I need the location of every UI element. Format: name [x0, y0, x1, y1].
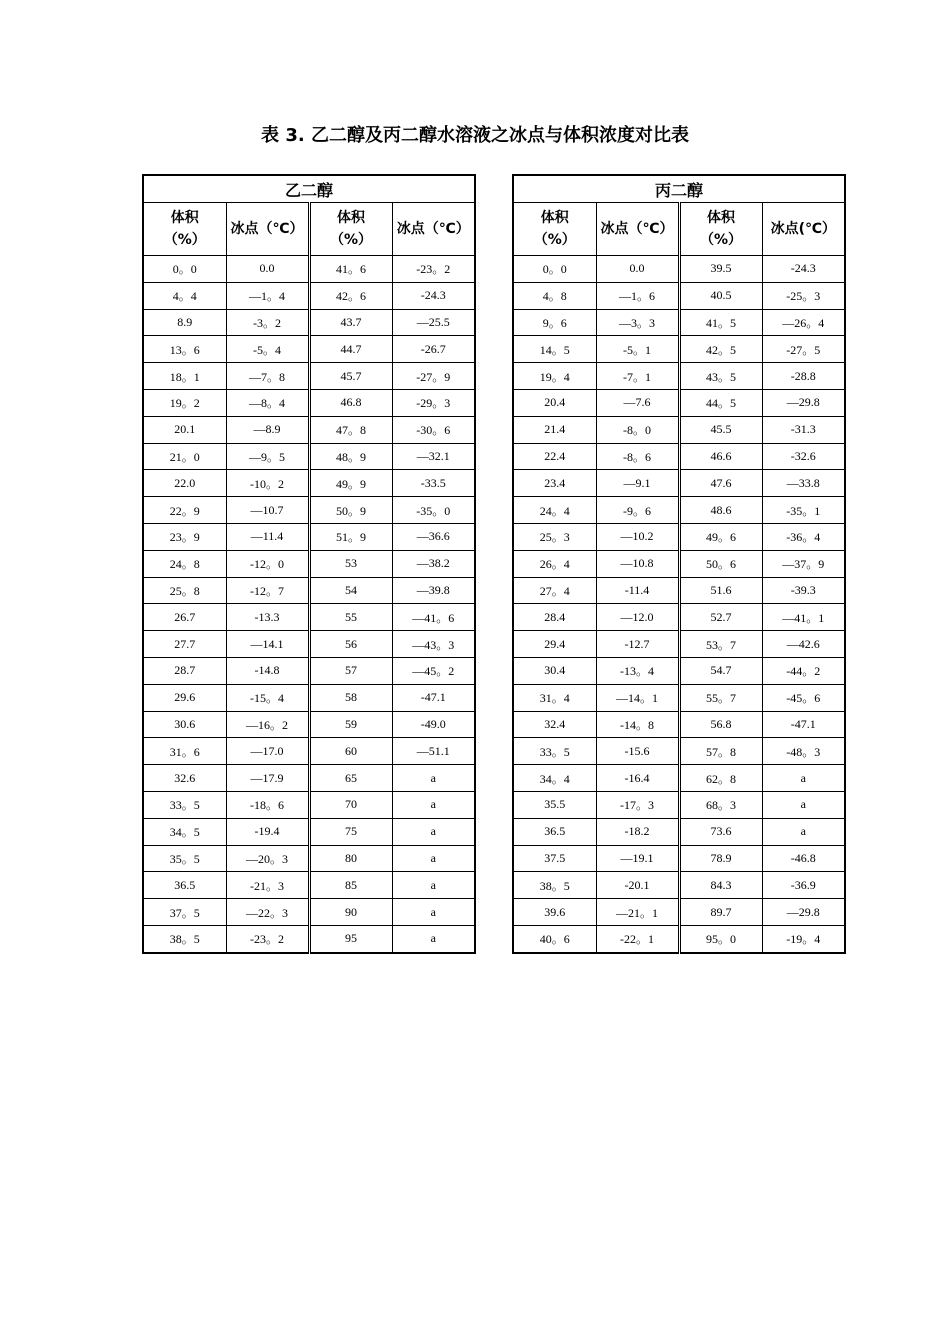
- volume-cell: 50。9: [309, 497, 392, 524]
- volume-cell: 33。5: [513, 738, 596, 765]
- freezing-point-cell: -18.2: [596, 818, 679, 845]
- volume-cell: 54: [309, 577, 392, 604]
- volume-cell: 57。8: [679, 738, 762, 765]
- table-row: [513, 282, 845, 309]
- freezing-point-cell: -29。3: [392, 389, 475, 416]
- freezing-point-cell: —43。3: [392, 631, 475, 658]
- column-header-freezing-point: 冰点(℃）: [762, 203, 845, 256]
- volume-cell: 56: [309, 631, 392, 658]
- freezing-point-cell: —14.1: [226, 631, 309, 658]
- table-row: [513, 470, 845, 497]
- volume-cell: 22。9: [143, 497, 226, 524]
- freezing-point-cell: —12.0: [596, 604, 679, 631]
- volume-cell: 95: [309, 925, 392, 952]
- volume-cell: 73.6: [679, 818, 762, 845]
- freezing-point-cell: a: [392, 925, 475, 952]
- table-row: [143, 738, 475, 765]
- table-row: [143, 523, 475, 550]
- freezing-point-cell: -23。2: [226, 925, 309, 952]
- volume-cell: 43.7: [309, 309, 392, 336]
- volume-cell: 58: [309, 684, 392, 711]
- volume-cell: 28.4: [513, 604, 596, 631]
- freezing-point-cell: a: [392, 845, 475, 872]
- freezing-point-cell: —29.8: [762, 389, 845, 416]
- table-group-title: 乙二醇: [143, 175, 475, 203]
- freezing-point-cell: —19.1: [596, 845, 679, 872]
- table-row: [513, 765, 845, 792]
- freezing-point-cell: —42.6: [762, 631, 845, 658]
- volume-cell: 41。5: [679, 309, 762, 336]
- freezing-point-cell: -30。6: [392, 416, 475, 443]
- volume-cell: 22.4: [513, 443, 596, 470]
- table-row: [513, 604, 845, 631]
- freezing-point-cell: —10.7: [226, 497, 309, 524]
- freezing-point-cell: —10.2: [596, 523, 679, 550]
- volume-cell: 60: [309, 738, 392, 765]
- volume-cell: 31。4: [513, 684, 596, 711]
- table-row: [143, 925, 475, 952]
- table-row: [513, 899, 845, 926]
- volume-cell: 35.5: [513, 791, 596, 818]
- volume-cell: 84.3: [679, 872, 762, 899]
- volume-cell: 51.6: [679, 577, 762, 604]
- table-row: [513, 845, 845, 872]
- volume-cell: 33。5: [143, 791, 226, 818]
- freezing-point-cell: a: [392, 818, 475, 845]
- table-row: [513, 416, 845, 443]
- freezing-point-cell: -28.8: [762, 363, 845, 390]
- freezing-point-cell: —41。6: [392, 604, 475, 631]
- volume-cell: 8.9: [143, 309, 226, 336]
- table-row: [143, 791, 475, 818]
- column-header-volume: 体积 （%）: [309, 203, 392, 256]
- volume-cell: 53。7: [679, 631, 762, 658]
- table-row: [143, 711, 475, 738]
- volume-cell: 18。1: [143, 363, 226, 390]
- volume-cell: 68。3: [679, 791, 762, 818]
- volume-cell: 36.5: [513, 818, 596, 845]
- volume-cell: 27。4: [513, 577, 596, 604]
- volume-cell: 21。0: [143, 443, 226, 470]
- freezing-point-cell: -8。0: [596, 416, 679, 443]
- volume-cell: 9。6: [513, 309, 596, 336]
- volume-cell: 26.7: [143, 604, 226, 631]
- freezing-point-cell: -10。2: [226, 470, 309, 497]
- freezing-point-cell: —21。1: [596, 899, 679, 926]
- table-row: [143, 389, 475, 416]
- volume-cell: 65: [309, 765, 392, 792]
- table-row: [143, 470, 475, 497]
- table-row: [143, 765, 475, 792]
- table-row: [143, 363, 475, 390]
- volume-cell: 25。8: [143, 577, 226, 604]
- freezing-point-cell: —22。3: [226, 899, 309, 926]
- freezing-point-cell: -44。2: [762, 657, 845, 684]
- volume-cell: 59: [309, 711, 392, 738]
- volume-cell: 90: [309, 899, 392, 926]
- column-header-volume: 体积 （%）: [513, 203, 596, 256]
- freezing-point-cell: —51.1: [392, 738, 475, 765]
- table-row: [513, 818, 845, 845]
- freezing-point-cell: a: [762, 765, 845, 792]
- volume-cell: 38。5: [513, 872, 596, 899]
- table-row: [513, 256, 845, 283]
- freezing-point-cell: 0.0: [596, 256, 679, 283]
- freezing-point-cell: -15.6: [596, 738, 679, 765]
- volume-cell: 23.4: [513, 470, 596, 497]
- volume-cell: 35。5: [143, 845, 226, 872]
- volume-cell: 39.5: [679, 256, 762, 283]
- freezing-point-cell: -18。6: [226, 791, 309, 818]
- freezing-point-cell: -3。2: [226, 309, 309, 336]
- table-row: [143, 282, 475, 309]
- table-row: [143, 872, 475, 899]
- table-row: [513, 684, 845, 711]
- table-row: [513, 791, 845, 818]
- volume-cell: 29.4: [513, 631, 596, 658]
- freezing-point-cell: -47.1: [392, 684, 475, 711]
- table-row: [143, 631, 475, 658]
- volume-cell: 53: [309, 550, 392, 577]
- freezing-point-cell: -19.4: [226, 818, 309, 845]
- volume-cell: 21.4: [513, 416, 596, 443]
- freezing-point-cell: —25.5: [392, 309, 475, 336]
- volume-cell: 44。5: [679, 389, 762, 416]
- freezing-point-cell: -7。1: [596, 363, 679, 390]
- page-title: 表 3. 乙二醇及丙二醇水溶液之冰点与体积浓度对比表: [261, 125, 689, 146]
- freezing-point-cell: -21。3: [226, 872, 309, 899]
- volume-cell: 48.6: [679, 497, 762, 524]
- freezing-point-cell: —26。4: [762, 309, 845, 336]
- volume-cell: 62。8: [679, 765, 762, 792]
- freezing-point-cell: -32.6: [762, 443, 845, 470]
- freezing-point-cell: —41。1: [762, 604, 845, 631]
- volume-cell: 20.1: [143, 416, 226, 443]
- volume-cell: 29.6: [143, 684, 226, 711]
- freezing-point-cell: a: [392, 899, 475, 926]
- freezing-point-cell: -14.8: [226, 657, 309, 684]
- ethylene-glycol-table: [142, 174, 476, 954]
- freezing-point-cell: —38.2: [392, 550, 475, 577]
- volume-cell: 57: [309, 657, 392, 684]
- freezing-point-cell: -24.3: [392, 282, 475, 309]
- table-row: [513, 336, 845, 363]
- table-row: [513, 711, 845, 738]
- volume-cell: 52.7: [679, 604, 762, 631]
- freezing-point-cell: —32.1: [392, 443, 475, 470]
- freezing-point-cell: -19。4: [762, 925, 845, 952]
- table-row: [513, 309, 845, 336]
- column-header-freezing-point: 冰点（℃）: [392, 203, 475, 256]
- freezing-point-cell: -25。3: [762, 282, 845, 309]
- table-row: [143, 309, 475, 336]
- table-row: [513, 657, 845, 684]
- table-row: [513, 363, 845, 390]
- freezing-point-cell: -20.1: [596, 872, 679, 899]
- freezing-point-cell: —7。8: [226, 363, 309, 390]
- freezing-point-cell: —16。2: [226, 711, 309, 738]
- freezing-point-cell: a: [762, 818, 845, 845]
- volume-cell: 42。5: [679, 336, 762, 363]
- table-row: [513, 497, 845, 524]
- freezing-point-cell: -12。0: [226, 550, 309, 577]
- freezing-point-cell: —1。6: [596, 282, 679, 309]
- table-row: [143, 845, 475, 872]
- volume-cell: 56.8: [679, 711, 762, 738]
- freezing-point-cell: -12.7: [596, 631, 679, 658]
- volume-cell: 45.7: [309, 363, 392, 390]
- volume-cell: 30.4: [513, 657, 596, 684]
- volume-cell: 13。6: [143, 336, 226, 363]
- table-row: [513, 443, 845, 470]
- volume-cell: 95。0: [679, 925, 762, 952]
- volume-cell: 28.7: [143, 657, 226, 684]
- freezing-point-cell: —37。9: [762, 550, 845, 577]
- volume-cell: 4。4: [143, 282, 226, 309]
- table-row: [143, 899, 475, 926]
- freezing-point-cell: -5。1: [596, 336, 679, 363]
- volume-cell: 54.7: [679, 657, 762, 684]
- volume-cell: 55: [309, 604, 392, 631]
- freezing-point-cell: —7.6: [596, 389, 679, 416]
- volume-cell: 14。5: [513, 336, 596, 363]
- freezing-point-cell: -16.4: [596, 765, 679, 792]
- volume-cell: 44.7: [309, 336, 392, 363]
- table-row: [143, 256, 475, 283]
- freezing-point-cell: —9.1: [596, 470, 679, 497]
- volume-cell: 85: [309, 872, 392, 899]
- volume-cell: 24。8: [143, 550, 226, 577]
- table-row: [143, 550, 475, 577]
- table-row: [143, 604, 475, 631]
- volume-cell: 78.9: [679, 845, 762, 872]
- freezing-point-cell: a: [392, 791, 475, 818]
- volume-cell: 23。9: [143, 523, 226, 550]
- table-row: [513, 738, 845, 765]
- freezing-point-cell: -13。4: [596, 657, 679, 684]
- freezing-point-cell: —45。2: [392, 657, 475, 684]
- volume-cell: 43。5: [679, 363, 762, 390]
- volume-cell: 51。9: [309, 523, 392, 550]
- freezing-point-cell: -5。4: [226, 336, 309, 363]
- table-row: [143, 416, 475, 443]
- volume-cell: 22.0: [143, 470, 226, 497]
- table-row: [513, 631, 845, 658]
- volume-cell: 34。4: [513, 765, 596, 792]
- table-row: [513, 389, 845, 416]
- table-row: [513, 523, 845, 550]
- volume-cell: 19。4: [513, 363, 596, 390]
- freezing-point-cell: -13.3: [226, 604, 309, 631]
- column-header-freezing-point: 冰点（℃）: [596, 203, 679, 256]
- freezing-point-cell: -17。3: [596, 791, 679, 818]
- freezing-point-cell: —33.8: [762, 470, 845, 497]
- freezing-point-cell: -36.9: [762, 872, 845, 899]
- freezing-point-cell: -46.8: [762, 845, 845, 872]
- volume-cell: 32.4: [513, 711, 596, 738]
- volume-cell: 0。0: [513, 256, 596, 283]
- volume-cell: 47.6: [679, 470, 762, 497]
- table-row: [143, 657, 475, 684]
- table-row: [143, 684, 475, 711]
- volume-cell: 39.6: [513, 899, 596, 926]
- volume-cell: 49。6: [679, 523, 762, 550]
- volume-cell: 37。5: [143, 899, 226, 926]
- table-row: [143, 818, 475, 845]
- freezing-point-cell: a: [392, 872, 475, 899]
- freezing-point-cell: —8.9: [226, 416, 309, 443]
- column-header-volume: 体积 （%）: [143, 203, 226, 256]
- volume-cell: 4。8: [513, 282, 596, 309]
- freezing-point-cell: —3。3: [596, 309, 679, 336]
- volume-cell: 20.4: [513, 389, 596, 416]
- freezing-point-cell: —29.8: [762, 899, 845, 926]
- volume-cell: 46.8: [309, 389, 392, 416]
- volume-cell: 36.5: [143, 872, 226, 899]
- table-row: [143, 336, 475, 363]
- volume-cell: 41。6: [309, 256, 392, 283]
- freezing-point-cell: -35。0: [392, 497, 475, 524]
- volume-cell: 70: [309, 791, 392, 818]
- volume-cell: 47。8: [309, 416, 392, 443]
- volume-cell: 31。6: [143, 738, 226, 765]
- volume-cell: 19。2: [143, 389, 226, 416]
- volume-cell: 24。4: [513, 497, 596, 524]
- freezing-point-cell: -39.3: [762, 577, 845, 604]
- freezing-point-cell: -36。4: [762, 523, 845, 550]
- freezing-point-cell: —17.9: [226, 765, 309, 792]
- freezing-point-cell: —1。4: [226, 282, 309, 309]
- freezing-point-cell: a: [762, 791, 845, 818]
- volume-cell: 80: [309, 845, 392, 872]
- table-group-title: 丙二醇: [513, 175, 845, 203]
- volume-cell: 55。7: [679, 684, 762, 711]
- propylene-glycol-table: [512, 174, 846, 954]
- freezing-point-cell: -49.0: [392, 711, 475, 738]
- freezing-point-cell: -35。1: [762, 497, 845, 524]
- volume-cell: 38。5: [143, 925, 226, 952]
- freezing-point-cell: -27。9: [392, 363, 475, 390]
- volume-cell: 45.5: [679, 416, 762, 443]
- freezing-point-cell: —10.8: [596, 550, 679, 577]
- table-row: [143, 497, 475, 524]
- volume-cell: 32.6: [143, 765, 226, 792]
- volume-cell: 40。6: [513, 925, 596, 952]
- freezing-point-cell: -48。3: [762, 738, 845, 765]
- freezing-point-cell: -45。6: [762, 684, 845, 711]
- volume-cell: 46.6: [679, 443, 762, 470]
- freezing-point-cell: —8。4: [226, 389, 309, 416]
- freezing-point-cell: -31.3: [762, 416, 845, 443]
- table-row: [513, 550, 845, 577]
- volume-cell: 0。0: [143, 256, 226, 283]
- freezing-point-cell: -33.5: [392, 470, 475, 497]
- freezing-point-cell: —36.6: [392, 523, 475, 550]
- freezing-point-cell: -8。6: [596, 443, 679, 470]
- freezing-point-cell: —11.4: [226, 523, 309, 550]
- column-header-freezing-point: 冰点（℃）: [226, 203, 309, 256]
- freezing-point-cell: —17.0: [226, 738, 309, 765]
- table-row: [513, 925, 845, 952]
- column-header-volume: 体积 （%）: [679, 203, 762, 256]
- volume-cell: 89.7: [679, 899, 762, 926]
- table-row: [513, 872, 845, 899]
- freezing-point-cell: —39.8: [392, 577, 475, 604]
- volume-cell: 25。3: [513, 523, 596, 550]
- table-row: [143, 443, 475, 470]
- freezing-point-cell: -47.1: [762, 711, 845, 738]
- freezing-point-cell: -11.4: [596, 577, 679, 604]
- volume-cell: 26。4: [513, 550, 596, 577]
- freezing-point-cell: —9。5: [226, 443, 309, 470]
- freezing-point-cell: -27。5: [762, 336, 845, 363]
- volume-cell: 30.6: [143, 711, 226, 738]
- freezing-point-cell: a: [392, 765, 475, 792]
- freezing-point-cell: -26.7: [392, 336, 475, 363]
- freezing-point-cell: —20。3: [226, 845, 309, 872]
- table-row: [143, 577, 475, 604]
- table-row: [513, 577, 845, 604]
- freezing-point-cell: —14。1: [596, 684, 679, 711]
- freezing-point-cell: -24.3: [762, 256, 845, 283]
- volume-cell: 40.5: [679, 282, 762, 309]
- freezing-point-cell: -22。1: [596, 925, 679, 952]
- volume-cell: 42。6: [309, 282, 392, 309]
- freezing-point-cell: -15。4: [226, 684, 309, 711]
- freezing-point-cell: -12。7: [226, 577, 309, 604]
- volume-cell: 50。6: [679, 550, 762, 577]
- volume-cell: 75: [309, 818, 392, 845]
- freezing-point-cell: -14。8: [596, 711, 679, 738]
- freezing-point-cell: -23。2: [392, 256, 475, 283]
- freezing-point-cell: -9。6: [596, 497, 679, 524]
- volume-cell: 49。9: [309, 470, 392, 497]
- volume-cell: 48。9: [309, 443, 392, 470]
- volume-cell: 27.7: [143, 631, 226, 658]
- volume-cell: 34。5: [143, 818, 226, 845]
- freezing-point-cell: 0.0: [226, 256, 309, 283]
- volume-cell: 37.5: [513, 845, 596, 872]
